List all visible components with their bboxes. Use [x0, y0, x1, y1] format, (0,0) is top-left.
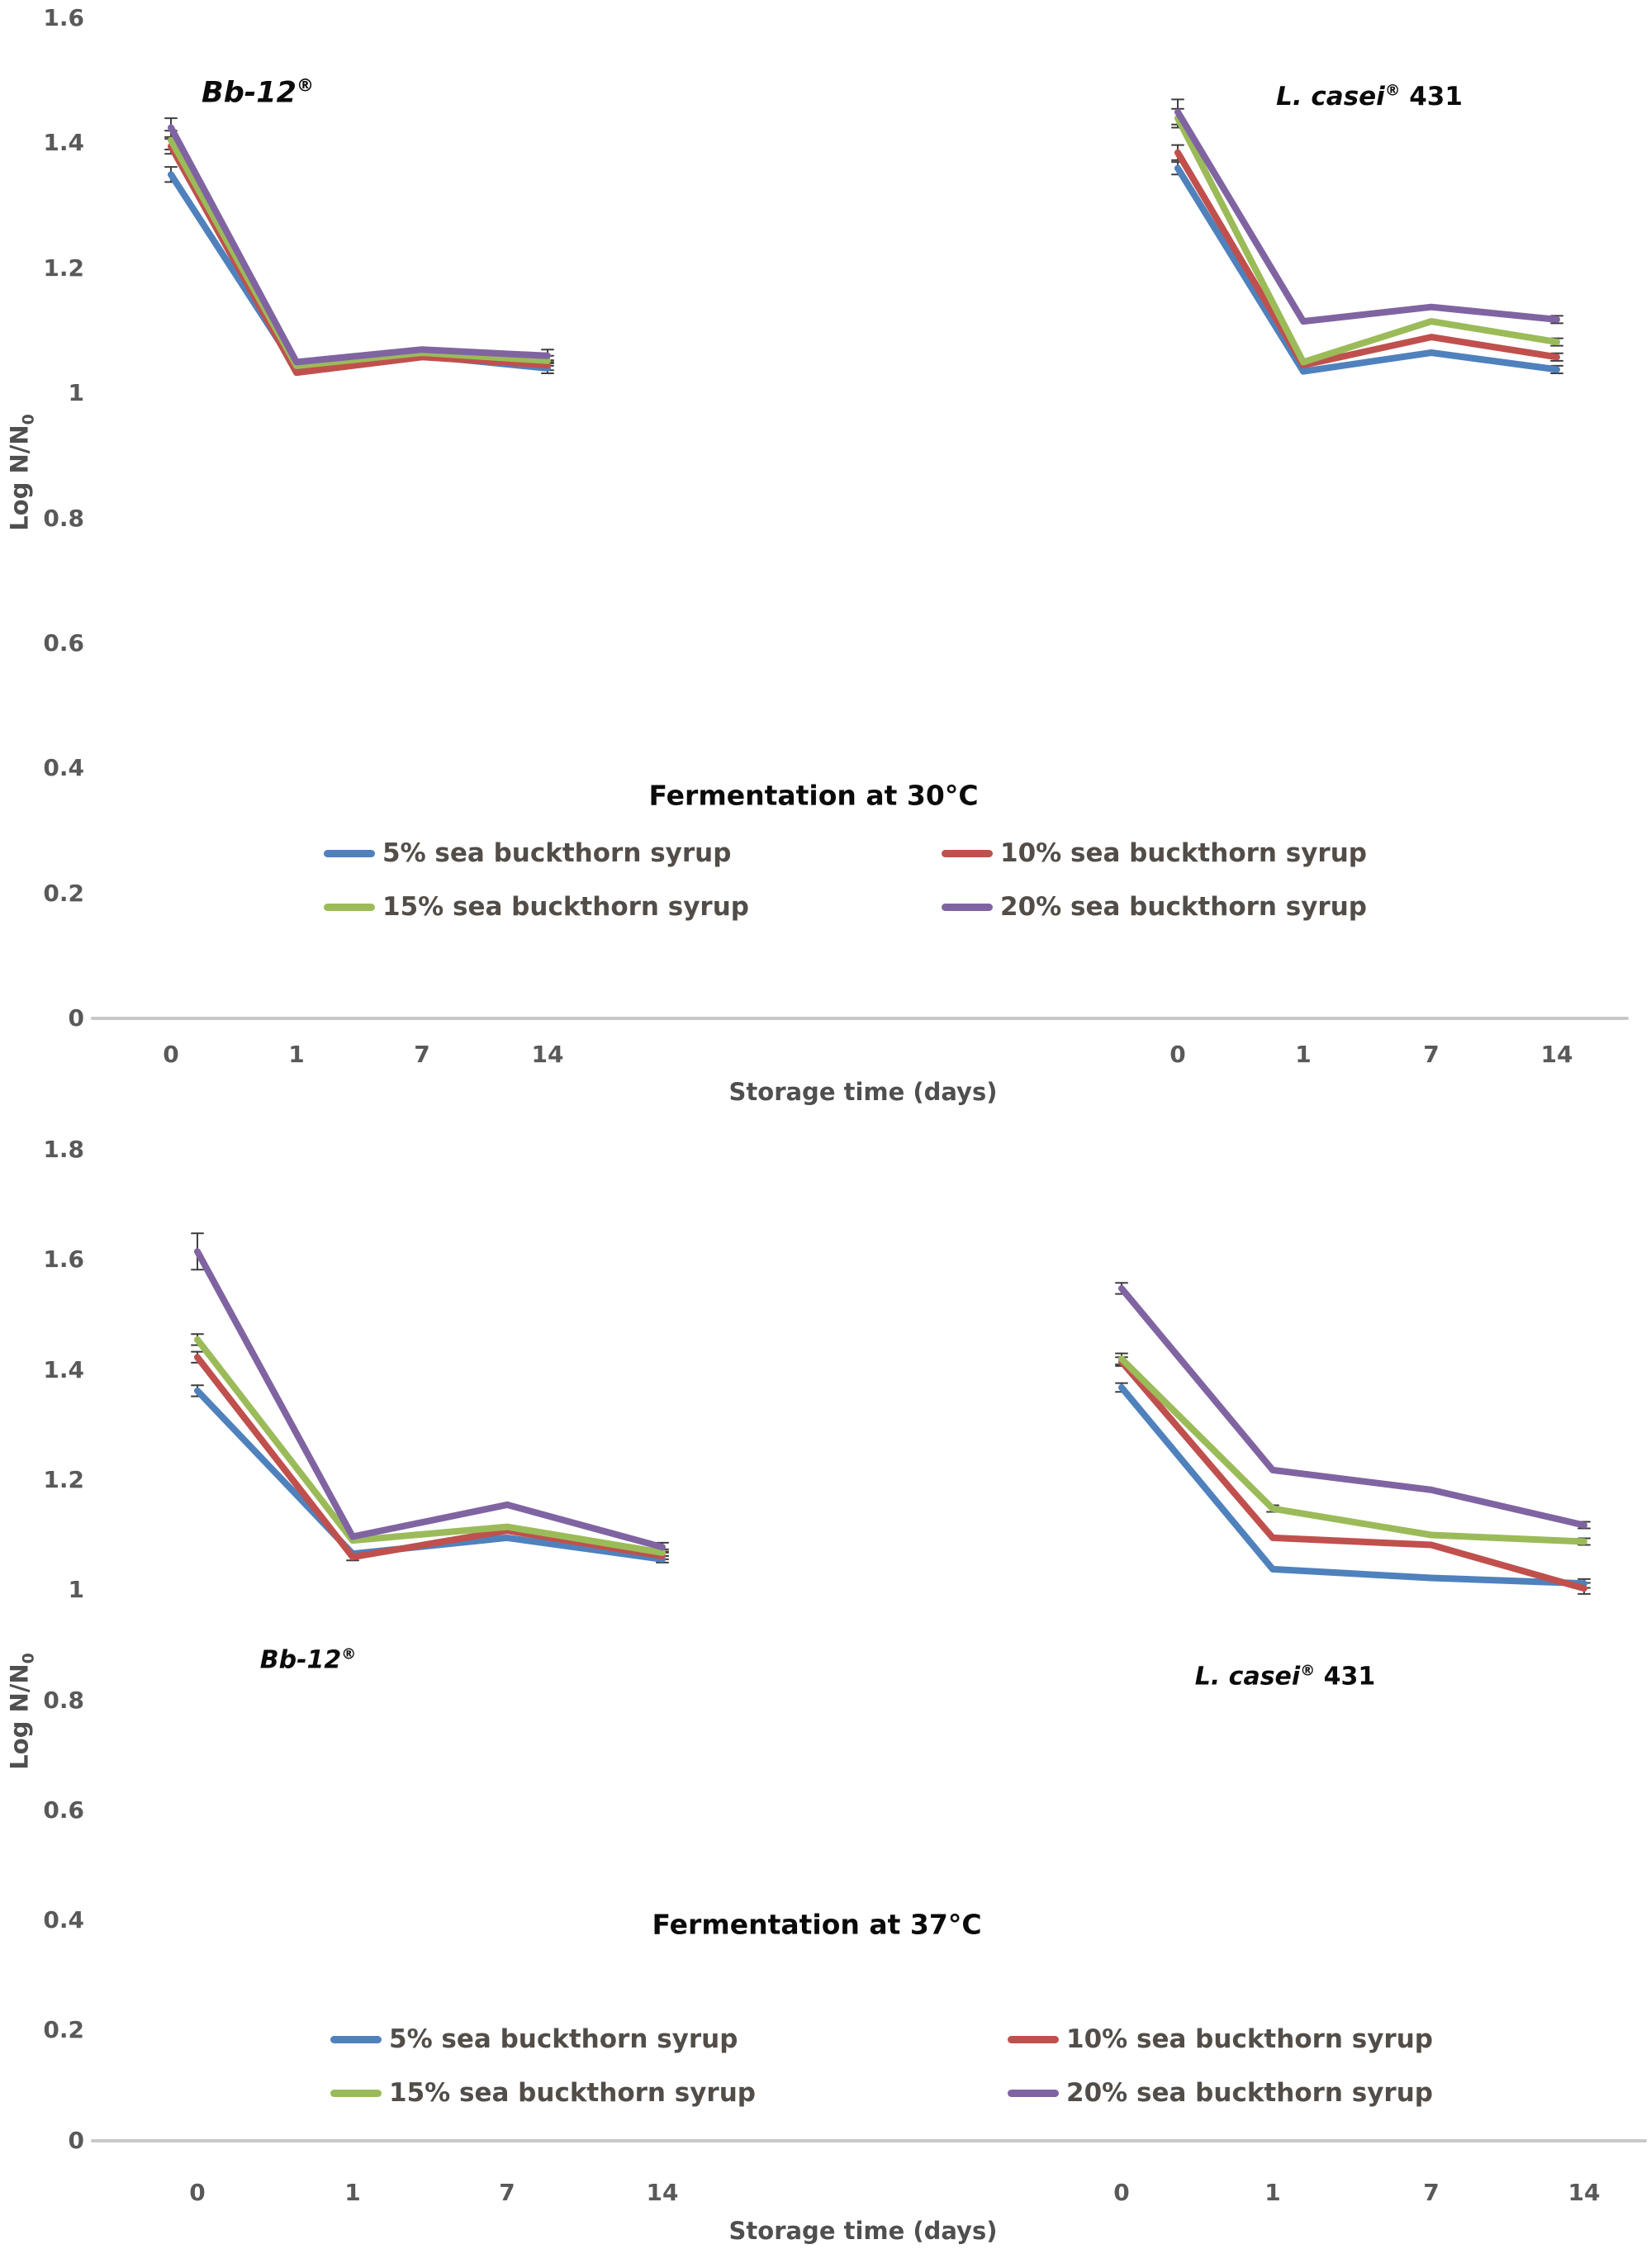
x-tick-label: 14	[531, 1041, 564, 1068]
panel-title-text: L. casei	[1276, 82, 1385, 112]
x-tick-label: 0	[163, 1041, 179, 1068]
series-line	[1178, 118, 1557, 362]
legend-swatch-20pct	[1008, 2090, 1059, 2097]
legend-item	[942, 892, 1367, 922]
y-tick-label: 0.2	[43, 879, 84, 907]
panel-title-lcasei	[1276, 82, 1463, 112]
y-tick-label: 0.8	[43, 1686, 84, 1714]
y-tick-label: 1.4	[43, 1355, 84, 1383]
legend-swatch-20pct	[942, 904, 993, 911]
legend-label: 20% sea buckthorn syrup	[1066, 2078, 1433, 2108]
panel-title-bb12	[202, 76, 314, 110]
y-tick-label: 0.8	[43, 504, 84, 532]
y-axis-title-subscript: 0	[20, 1653, 38, 1664]
y-tick-label: 0.6	[43, 629, 84, 657]
y-tick-label: 1.8	[43, 1136, 84, 1163]
legend-item	[324, 892, 749, 922]
x-tick-label: 7	[1423, 2179, 1440, 2206]
x-tick-label: 1	[288, 1041, 305, 1068]
registered-trademark-icon: ®	[296, 75, 314, 96]
x-tick-label: 14	[646, 2179, 679, 2206]
x-tick-label: 1	[344, 2179, 361, 2206]
registered-trademark-icon: ®	[341, 1645, 357, 1663]
y-tick-label: 0	[68, 1004, 84, 1032]
registered-trademark-icon: ®	[1384, 82, 1401, 100]
panel-title-text: L. casei	[1194, 1662, 1301, 1692]
series-line	[1122, 1359, 1584, 1541]
legend-item	[324, 838, 731, 868]
y-tick-label: 1	[68, 1576, 84, 1604]
y-axis-title-text: Log N/N	[5, 425, 34, 531]
x-axis-title: Storage time (days)	[728, 2217, 998, 2245]
panel-title-bb12	[260, 1646, 357, 1675]
y-tick-label: 1.2	[43, 1465, 84, 1493]
legend-swatch-10pct	[1008, 2036, 1059, 2043]
y-tick-label: 0.4	[43, 754, 84, 782]
chart-title-37c: Fermentation at 37°C	[652, 1908, 982, 1941]
legend-item	[942, 838, 1367, 868]
legend-swatch-10pct	[942, 850, 993, 857]
y-tick-label: 1.4	[43, 129, 84, 157]
x-tick-label: 14	[1540, 1041, 1573, 1068]
legend-item	[330, 2024, 738, 2054]
series-line	[1122, 1288, 1584, 1525]
legend-item	[1008, 2078, 1433, 2108]
x-tick-label: 7	[499, 2179, 515, 2206]
x-tick-label: 1	[1295, 1041, 1312, 1068]
legend-label: 10% sea buckthorn syrup	[1066, 2024, 1433, 2054]
y-tick-label: 1.6	[43, 1246, 84, 1274]
y-tick-label: 0.4	[43, 1906, 84, 1934]
legend-item	[1008, 2024, 1433, 2054]
panel-title-lcasei	[1195, 1663, 1376, 1692]
series-line	[171, 174, 548, 368]
x-tick-label: 14	[1568, 2179, 1601, 2206]
legend-label: 20% sea buckthorn syrup	[1000, 892, 1367, 922]
legend-label: 5% sea buckthorn syrup	[382, 838, 732, 868]
y-tick-label: 1.6	[43, 4, 84, 31]
series-line	[1122, 1388, 1584, 1583]
legend-label: 10% sea buckthorn syrup	[1000, 838, 1367, 868]
y-tick-label: 1	[68, 379, 84, 407]
x-tick-label: 0	[1113, 2179, 1130, 2206]
legend-label: 15% sea buckthorn syrup	[382, 892, 749, 922]
panel-title-text: Bb-12	[259, 1645, 342, 1675]
legend-swatch-15pct	[324, 904, 375, 911]
y-axis-title-text: Log N/N	[5, 1663, 34, 1770]
series-line	[1178, 112, 1557, 322]
chart-title-30c: Fermentation at 30°C	[648, 779, 979, 812]
legend-swatch-15pct	[330, 2090, 382, 2097]
x-axis-title: Storage time (days)	[728, 1078, 998, 1106]
panel-title-text: Bb-12	[202, 76, 297, 110]
legend-label: 5% sea buckthorn syrup	[389, 2024, 738, 2054]
series-line	[197, 1251, 662, 1547]
panel-title-suffix: 431	[1315, 1662, 1376, 1692]
y-tick-label: 1.2	[43, 254, 84, 282]
x-tick-label: 1	[1264, 2179, 1281, 2206]
y-tick-label: 0	[68, 2126, 84, 2154]
legend-swatch-5pct	[324, 850, 375, 857]
legend-swatch-5pct	[330, 2036, 382, 2043]
y-tick-label: 0.2	[43, 2016, 84, 2044]
panel-title-suffix: 431	[1400, 82, 1463, 112]
x-tick-label: 0	[1169, 1041, 1186, 1068]
y-axis-title-subscript: 0	[20, 414, 38, 425]
y-tick-label: 0.6	[43, 1796, 84, 1824]
registered-trademark-icon: ®	[1300, 1662, 1316, 1680]
x-tick-label: 0	[189, 2179, 206, 2206]
x-tick-label: 7	[414, 1041, 430, 1068]
legend-item	[330, 2078, 756, 2108]
legend-label: 15% sea buckthorn syrup	[389, 2078, 756, 2108]
x-tick-label: 7	[1423, 1041, 1440, 1068]
